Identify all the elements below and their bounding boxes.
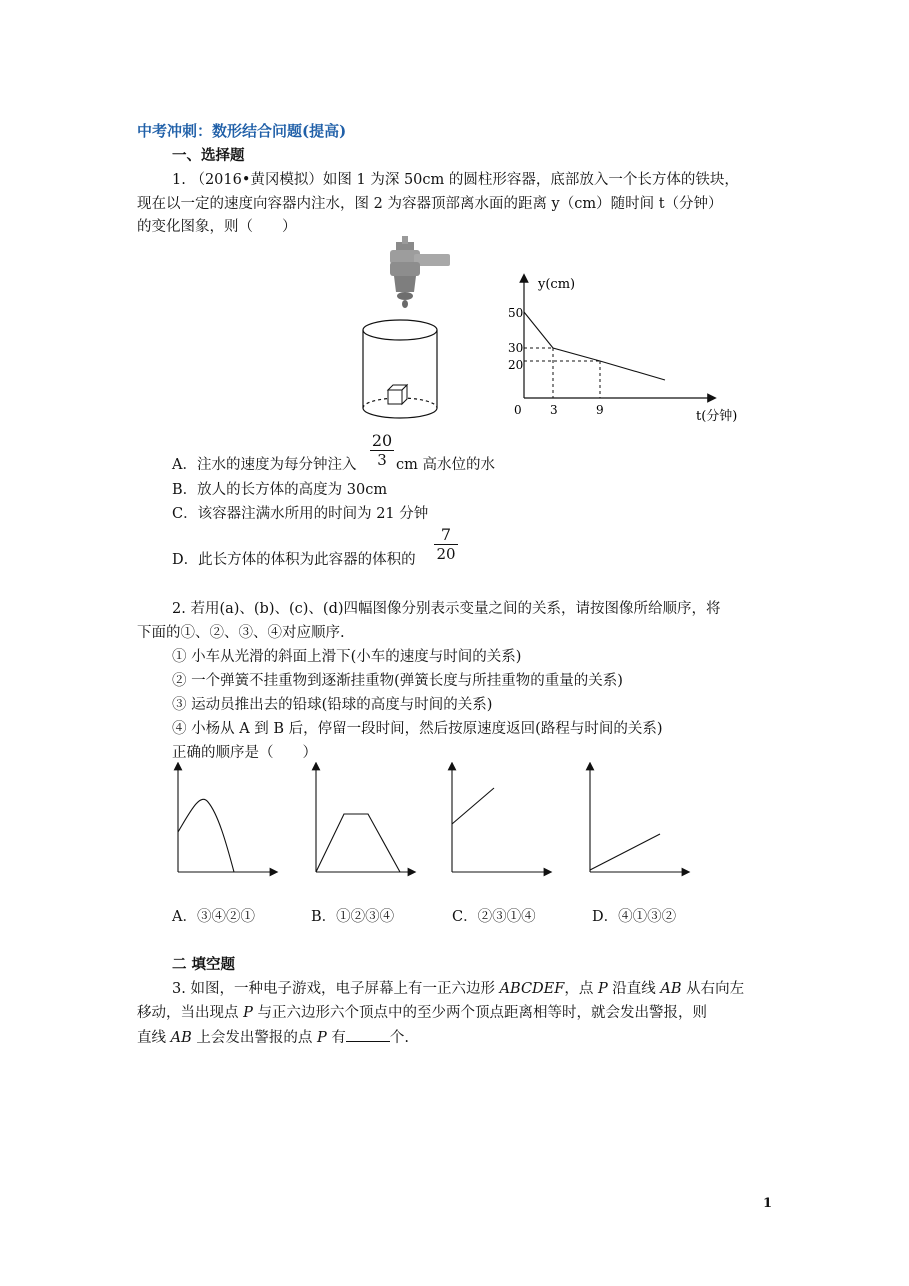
q3-hexagon-name: ABCDEF <box>499 981 565 997</box>
fraction-numerator: 7 <box>440 525 452 544</box>
fraction-numerator: 20 <box>371 431 393 450</box>
q2-option-c: C．②③①④ <box>452 909 536 925</box>
q3-line-3 <box>137 1027 409 1048</box>
q3-point-p: P <box>597 981 608 997</box>
q3-text: 与正六边形六个顶点中的至少两个顶点距离相等时，就会发出警报，则 <box>252 1005 707 1021</box>
q3-line-ab: AB <box>660 981 682 997</box>
answer-blank[interactable] <box>346 1027 390 1042</box>
q3-text: 沿直线 <box>607 981 661 997</box>
x-axis-label: t(分钟) <box>696 409 738 424</box>
q1-line-3: 的变化图象，则（ ） <box>137 219 297 235</box>
q2-item-3: ③ 运动员推出去的铅球(铅球的高度与时间的关系) <box>172 697 493 713</box>
y-tick-30: 30 <box>508 341 524 355</box>
q3-text: 从右向左 <box>681 981 745 997</box>
figure-depth-time-graph <box>500 268 750 428</box>
q2-graph-d <box>582 762 692 882</box>
q2-item-4: ④ 小杨从 A 到 B 后，停留一段时间，然后按原速度返回(路程与时间的关系) <box>172 721 663 737</box>
q1-option-d-prefix: D．此长方体的体积为此容器的体积的 <box>172 552 416 568</box>
q1-line-2: 现在以一定的速度向容器内注水，图 2 为容器顶部离水面的距离 y（cm）随时间 t（分钟） <box>137 196 723 212</box>
q2-prompt: 正确的顺序是（ ） <box>172 745 317 761</box>
fraction-denominator: 20 <box>434 544 458 563</box>
q2-graph-a <box>170 762 280 882</box>
q1-option-a-fraction <box>370 432 394 469</box>
q2-line-2: 下面的①、②、③、④对应顺序. <box>137 625 345 641</box>
q3-text: 3. 如图，一种电子游戏，电子屏幕上有一正六边形 <box>172 981 500 997</box>
depth-curve <box>524 312 665 380</box>
x-tick-9: 9 <box>596 403 604 417</box>
faucet-icon <box>390 236 450 308</box>
document-title: 中考冲刺：数形结合问题(提高) <box>137 122 347 140</box>
q1-option-a-suffix: cm 高水位的水 <box>396 457 495 473</box>
q3-text: 直线 <box>137 1030 171 1046</box>
trapezoid-curve <box>316 814 400 872</box>
q1-option-d-fraction <box>434 526 458 563</box>
q3-line-1 <box>172 979 744 999</box>
q1-option-a-prefix: A．注水的速度为每分钟注入 <box>172 457 357 473</box>
q2-line-1: 2. 若用(a)、(b)、(c)、(d)四幅图像分别表示变量之间的关系，请按图像所给顺序，将 <box>172 601 721 617</box>
q2-graph-c <box>444 762 554 882</box>
q1-line-1: 1. （2016•黄冈模拟）如图 1 为深 50cm 的圆柱形容器，底部放入一个长方体的铁块， <box>172 172 739 188</box>
q3-text: 上会发出警报的点 <box>191 1030 317 1046</box>
x-tick-0: 0 <box>514 403 522 417</box>
figure-cylinder-container <box>350 236 460 426</box>
q3-text: ，点 <box>564 981 598 997</box>
q3-point-p: P <box>243 1005 253 1021</box>
x-tick-3: 3 <box>550 403 558 417</box>
iron-block-shape <box>388 385 407 404</box>
q3-text: 移动，当出现点 <box>137 1005 244 1021</box>
parabola-curve <box>178 799 234 872</box>
q2-option-d: D．④①③② <box>592 909 677 925</box>
q2-graph-b <box>308 762 418 882</box>
section-heading-fill: 二 填空题 <box>172 956 236 973</box>
q1-option-a <box>172 455 356 475</box>
q3-line-2 <box>137 1003 707 1023</box>
y-axis-label: y(cm) <box>538 277 576 292</box>
q3-text: 有 <box>326 1030 346 1046</box>
fraction-denominator: 3 <box>370 450 394 469</box>
q2-option-b: B．①②③④ <box>311 909 395 925</box>
line-from-origin <box>590 834 660 870</box>
section-heading-choice: 一、选择题 <box>172 147 245 164</box>
q1-option-b: B．放人的长方体的高度为 30cm <box>172 482 388 498</box>
q3-line-ab: AB <box>170 1030 192 1046</box>
q2-item-2: ② 一个弹簧不挂重物到逐渐挂重物(弹簧长度与所挂重物的重量的关系) <box>172 673 623 689</box>
y-tick-20: 20 <box>508 358 524 372</box>
page-number: 1 <box>763 1196 773 1211</box>
q2-option-a: A．③④②① <box>172 909 255 925</box>
q2-item-1: ① 小车从光滑的斜面上滑下(小车的速度与时间的关系) <box>172 649 522 665</box>
q1-option-c: C．该容器注满水所用的时间为 21 分钟 <box>172 506 429 522</box>
q3-text: 个. <box>389 1030 409 1046</box>
line-with-intercept <box>452 788 494 824</box>
q3-point-p: P <box>316 1030 327 1046</box>
y-tick-50: 50 <box>508 306 524 320</box>
